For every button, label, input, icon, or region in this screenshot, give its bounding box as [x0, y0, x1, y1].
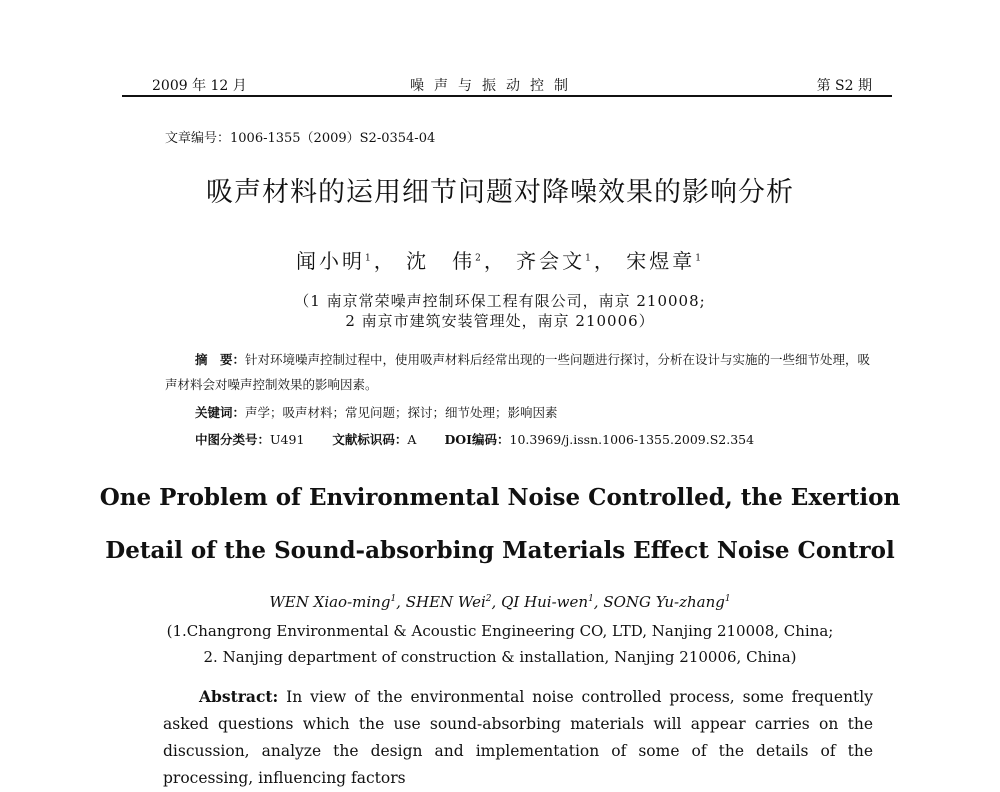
cn-author-name: 闻小明	[295, 249, 365, 273]
en-author-name: SONG Yu-zhang	[603, 593, 725, 611]
keywords-text: 声学；吸声材料；常见问题；探讨；细节处理；影响因素	[245, 405, 558, 420]
en-author-name: QI Hui-wen	[501, 593, 589, 611]
chinese-authors	[0, 245, 1000, 274]
english-abstract-text: In view of the environmental noise controlled process, some frequently asked questions which the use sound-absorbing materials will appear carries on the discussion, analyze the design and implementation of some of the details of the processing, influencing factors	[163, 688, 873, 787]
en-author-aff: 2	[485, 594, 492, 604]
english-affiliation-2: 2. Nanjing department of construction & installation, Nanjing 210006, China)	[203, 648, 797, 666]
chinese-abstract	[165, 347, 875, 397]
header-issue: 第 S2 期	[816, 78, 872, 94]
doc-code-value: A	[407, 432, 417, 447]
en-author-name: WEN Xiao-ming	[269, 593, 391, 611]
english-title-line-1: One Problem of Environmental Noise Controlled, the Exertion	[99, 484, 901, 511]
en-author-aff: 1	[724, 594, 731, 604]
cn-author-sep: ，	[593, 249, 617, 273]
cn-author-sep: ，	[373, 249, 397, 273]
classification-line	[195, 430, 754, 448]
english-abstract	[163, 683, 873, 792]
doi-label: DOI编码：	[444, 432, 510, 447]
cn-author-aff: 1	[585, 253, 594, 264]
keywords-label: 关键词：	[195, 405, 246, 420]
cn-author-aff: 2	[475, 253, 484, 264]
chinese-keywords	[195, 403, 558, 421]
doi-value: 10.3969/j.issn.1006-1355.2009.S2.354	[509, 432, 755, 447]
clc-value: U491	[270, 432, 305, 447]
cn-author-aff: 1	[695, 253, 704, 264]
chinese-title: 吸声材料的运用细节问题对降噪效果的影响分析	[206, 177, 794, 208]
en-author-aff: 1	[588, 594, 594, 604]
article-number: 文章编号：1006-1355（2009）S2-0354-04	[165, 131, 436, 146]
doc-code-label: 文献标识码：	[332, 432, 408, 447]
en-author-aff: 1	[390, 594, 397, 604]
header-journal: 噪声与振动控制	[410, 78, 578, 94]
header-rule	[122, 95, 892, 97]
chinese-abstract-text: 针对环境噪声控制过程中，使用吸声材料后经常出现的一些问题进行探讨，分析在设计与实施的一些细节处理，吸声材料会对噪声控制效果的影响因素。	[165, 352, 871, 392]
cn-author-name: 沈 伟	[406, 249, 476, 273]
cn-author-name: 齐会文	[516, 249, 586, 273]
english-abstract-label: Abstract:	[199, 687, 279, 706]
header-date: 2009 年 12 月	[152, 78, 247, 94]
chinese-abstract-label: 摘 要：	[195, 352, 246, 367]
clc-label: 中图分类号：	[195, 432, 271, 447]
chinese-affiliation-2: 2 南京市建筑安装管理处，南京 210006）	[345, 312, 655, 330]
english-title-line-2: Detail of the Sound-absorbing Materials Effect Noise Control	[105, 537, 895, 564]
cn-author-sep: ，	[483, 249, 507, 273]
english-affiliation-1: (1.Changrong Environmental & Acoustic Engineering CO, LTD, Nanjing 210008, China;	[166, 622, 834, 640]
chinese-affiliation-1: （1 南京常荣噪声控制环保工程有限公司，南京 210008;	[294, 292, 706, 310]
english-authors: WEN Xiao-ming$^1$, SHEN Wei$^2$, QI Hui-wen$^1$, SONG Yu-zhang$^1$	[269, 593, 731, 611]
cn-author-name: 宋煜章	[626, 249, 696, 273]
cn-author-aff: 1	[364, 253, 374, 264]
en-author-name: SHEN Wei	[405, 593, 486, 611]
